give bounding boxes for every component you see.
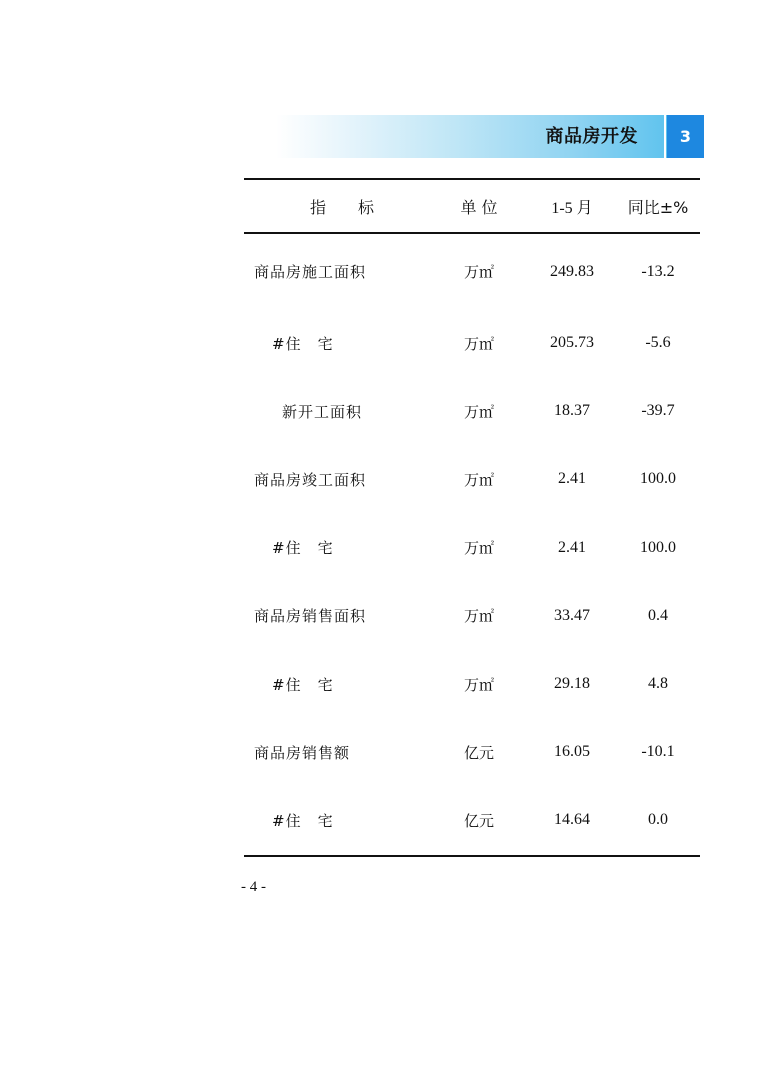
unit-cell: 万㎡ [463, 402, 494, 421]
yoy-cell: 0.4 [648, 606, 668, 624]
indicator-cell: 商品房销售额 [254, 743, 351, 762]
section-banner [276, 115, 674, 158]
yoy-cell: -13.2 [641, 262, 675, 280]
unit-cell: 万㎡ [463, 334, 494, 353]
value-cell: 249.83 [550, 262, 594, 280]
table-row [244, 650, 700, 718]
table-row [244, 786, 700, 854]
statistics-table [244, 178, 700, 857]
yoy-cell: 100.0 [640, 470, 676, 488]
indicator-cell: 商品房销售面积 [254, 607, 367, 626]
table-row [244, 445, 700, 513]
indicator-cell: 商品房施工面积 [254, 263, 367, 281]
value-cell: 33.47 [554, 606, 590, 624]
yoy-cell: 4.8 [648, 675, 668, 693]
unit-cell: 万㎡ [463, 263, 494, 281]
unit-cell: 万㎡ [463, 539, 494, 558]
table-row [244, 377, 700, 445]
unit-cell: 亿元 [463, 743, 494, 762]
value-cell: 29.18 [554, 675, 590, 693]
column-header-yoy: 同比±% [627, 197, 689, 217]
indicator-cell: #住 宅 [272, 675, 334, 694]
value-cell: 2.41 [558, 470, 586, 488]
table-body [244, 234, 700, 855]
page-number: - 4 - [241, 879, 266, 895]
yoy-cell: -5.6 [645, 334, 671, 352]
yoy-cell: 0.0 [648, 811, 668, 829]
indicator-cell: #住 宅 [272, 811, 334, 830]
yoy-cell: 100.0 [640, 538, 676, 556]
column-header-unit: 单 位 [460, 197, 498, 217]
section-number-badge: 3 [667, 115, 704, 158]
table-row [244, 309, 700, 377]
yoy-cell: -39.7 [641, 402, 675, 420]
value-cell: 2.41 [558, 538, 586, 556]
table-bottom-rule [244, 855, 700, 857]
value-cell: 18.37 [554, 402, 590, 420]
unit-cell: 万㎡ [463, 675, 494, 694]
unit-cell: 亿元 [463, 811, 494, 830]
table-row [244, 718, 700, 786]
value-cell: 14.64 [554, 811, 590, 829]
unit-cell: 万㎡ [463, 470, 494, 489]
table-row [244, 514, 700, 582]
indicator-cell: #住 宅 [272, 539, 334, 558]
yoy-cell: -10.1 [641, 743, 675, 761]
column-header-indicator: 指 标 [309, 197, 374, 217]
section-title: 商品房开发 [545, 126, 638, 147]
table-row [244, 582, 700, 650]
indicator-cell: #住 宅 [272, 334, 334, 353]
table-header-row [244, 180, 700, 232]
unit-cell: 万㎡ [463, 607, 494, 626]
value-cell: 205.73 [550, 334, 594, 352]
column-header-period: 1-5 月 [551, 199, 593, 217]
value-cell: 16.05 [554, 743, 590, 761]
indicator-cell: 商品房竣工面积 [254, 470, 367, 489]
table-row [244, 234, 700, 309]
indicator-cell: 新开工面积 [282, 402, 363, 421]
